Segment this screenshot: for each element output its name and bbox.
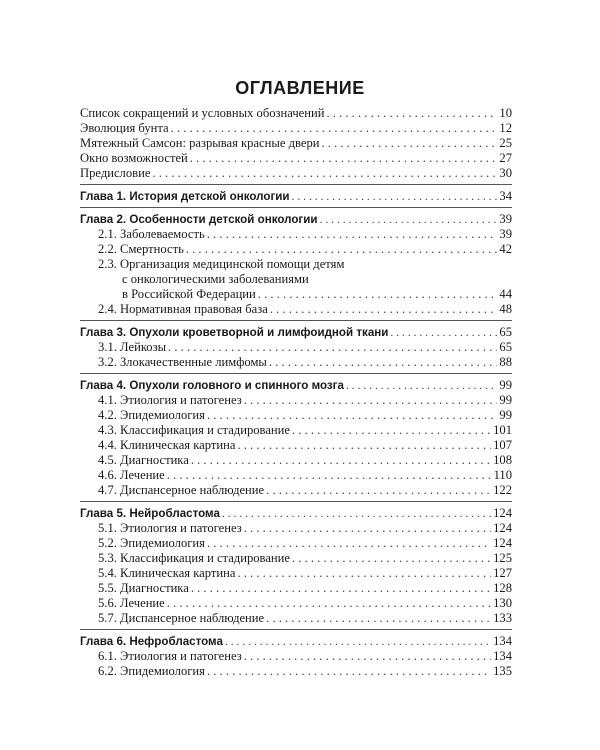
toc-subentry-label: 4.7. Диспансерное наблюдение [98,483,265,497]
toc-subentry[interactable] [80,483,512,498]
toc-subentry-page: 110 [493,468,512,482]
toc-chapter-2[interactable] [80,212,512,227]
toc-subentry-label: 4.6. Лечение [98,468,165,482]
toc-subentry-page: 65 [499,340,512,354]
toc-subentry[interactable] [80,242,512,257]
toc-subentry-page: 107 [493,438,512,452]
section-divider [80,207,512,208]
toc-subentry-label: 5.3. Классификация и стадирование [98,551,290,565]
toc-subentry[interactable] [80,340,512,355]
toc-subentry-label: 6.1. Этиология и патогенез [98,649,242,663]
toc-subentry[interactable] [80,566,512,581]
toc-subentry-label: 2.4. Нормативная правовая база [98,302,268,316]
toc-subentry[interactable] [80,596,512,611]
toc-subentry-multiline[interactable] [80,257,512,302]
toc-subentry-label-cont: с онкологическими заболеваниями [122,272,309,286]
toc-subentry[interactable] [80,393,512,408]
toc-subentry[interactable] [80,438,512,453]
toc-subentry-label-cont: в Российской Федерации [122,287,256,301]
toc-subentry[interactable] [80,649,512,664]
toc-entry[interactable] [80,121,512,136]
toc-subentry-page: 124 [493,521,512,535]
toc-subentry[interactable] [80,408,512,423]
section-divider [80,320,512,321]
section-divider [80,373,512,374]
toc-entry-page: 10 [499,106,512,120]
toc-subentry[interactable] [80,664,512,679]
toc-chapter-1[interactable] [80,189,512,204]
toc-chapter-label: Глава 6. Нефробластома [80,635,223,648]
toc-entry[interactable] [80,136,512,151]
toc-subentry-label: 4.2. Эпидемиология [98,408,205,422]
toc-subentry-page: 99 [499,408,512,422]
toc-subentry-page: 48 [499,302,512,316]
toc-subentry-label: 5.7. Диспансерное наблюдение [98,611,265,625]
toc-chapter-6[interactable] [80,634,512,649]
toc-entry-label: Эволюция бунта [80,121,169,135]
toc-entry-label: Окно возможностей [80,151,188,165]
toc-chapter-label: Глава 3. Опухоли кроветворной и лимфоидной ткани [80,326,389,339]
toc-subentry[interactable] [80,521,512,536]
toc-chapter-label: Глава 5. Нейробластома [80,507,220,520]
toc-chapter-label: Глава 2. Особенности детской онкологии [80,213,318,226]
page-title: ОГЛАВЛЕНИЕ [235,78,365,98]
toc-chapter-label: Глава 1. История детской онкологии [80,190,290,203]
toc-subentry-label: 2.1. Заболеваемость [98,227,205,241]
table-of-contents [80,106,512,679]
toc-chapter-label: Глава 4. Опухоли головного и спинного мозга [80,379,344,392]
toc-entry-page: 12 [499,121,512,135]
toc-chapter-5[interactable] [80,506,512,521]
toc-subentry-page: 128 [493,581,512,595]
toc-subentry-page: 134 [493,649,512,663]
toc-entry-page: 27 [499,151,512,165]
toc-subentry-page: 88 [499,355,512,369]
section-divider [80,184,512,185]
toc-subentry[interactable] [80,551,512,566]
toc-subentry[interactable] [80,536,512,551]
toc-subentry[interactable] [80,468,512,483]
toc-subentry-page: 122 [493,483,512,497]
toc-subentry-label: 5.4. Клиническая картина [98,566,236,580]
toc-entry[interactable] [80,106,512,121]
toc-subentry[interactable] [80,581,512,596]
toc-entry-label: Предисловие [80,166,151,180]
toc-subentry[interactable] [80,227,512,242]
toc-chapter-4[interactable] [80,378,512,393]
toc-subentry-label: 2.3. Организация медицинской помощи детям [98,257,345,271]
toc-subentry[interactable] [80,423,512,438]
toc-subentry-label: 3.2. Злокачественные лимфомы [98,355,267,369]
toc-subentry-label: 4.1. Этиология и патогенез [98,393,242,407]
toc-subentry-label: 3.1. Лейкозы [98,340,167,354]
toc-subentry-page: 108 [493,453,512,467]
section-divider [80,501,512,502]
toc-subentry-page: 125 [493,551,512,565]
toc-subentry-page: 133 [493,611,512,625]
toc-entry[interactable] [80,151,512,166]
toc-subentry-page: 99 [499,393,512,407]
toc-subentry-label: 4.4. Клиническая картина [98,438,236,452]
section-divider [80,629,512,630]
toc-chapter-page: 39 [499,212,512,226]
toc-chapter-page: 65 [499,325,512,339]
toc-subentry-label: 2.2. Смертность [98,242,184,256]
toc-subentry-page: 127 [493,566,512,580]
toc-subentry-label: 4.5. Диагностика [98,453,189,467]
toc-entry[interactable] [80,166,512,181]
toc-chapter-page: 124 [493,506,512,520]
toc-entry-label: Мятежный Самсон: разрывая красные двери [80,136,320,150]
toc-subentry-page: 124 [493,536,512,550]
toc-entry-page: 25 [499,136,512,150]
toc-subentry-label: 5.6. Лечение [98,596,165,610]
toc-entry-label: Список сокращений и условных обозначений [80,106,325,120]
toc-chapter-page: 99 [499,378,512,392]
toc-subentry-page: 42 [499,242,512,256]
toc-subentry-page: 39 [499,227,512,241]
toc-subentry[interactable] [80,302,512,317]
toc-chapter-3[interactable] [80,325,512,340]
toc-subentry-label: 5.5. Диагностика [98,581,189,595]
toc-subentry-page: 130 [493,596,512,610]
toc-chapter-page: 134 [493,634,512,648]
toc-subentry-label: 5.1. Этиология и патогенез [98,521,242,535]
toc-chapter-page: 34 [499,189,512,203]
toc-subentry-page: 135 [493,664,512,678]
toc-subentry-label: 6.2. Эпидемиология [98,664,205,678]
toc-subentry-page: 101 [493,423,512,437]
toc-subentry-page: 44 [499,287,512,301]
toc-subentry-label: 4.3. Классификация и стадирование [98,423,290,437]
toc-subentry-label: 5.2. Эпидемиология [98,536,205,550]
toc-subentry[interactable] [80,611,512,626]
toc-entry-page: 30 [499,166,512,180]
toc-subentry[interactable] [80,355,512,370]
toc-subentry[interactable] [80,453,512,468]
